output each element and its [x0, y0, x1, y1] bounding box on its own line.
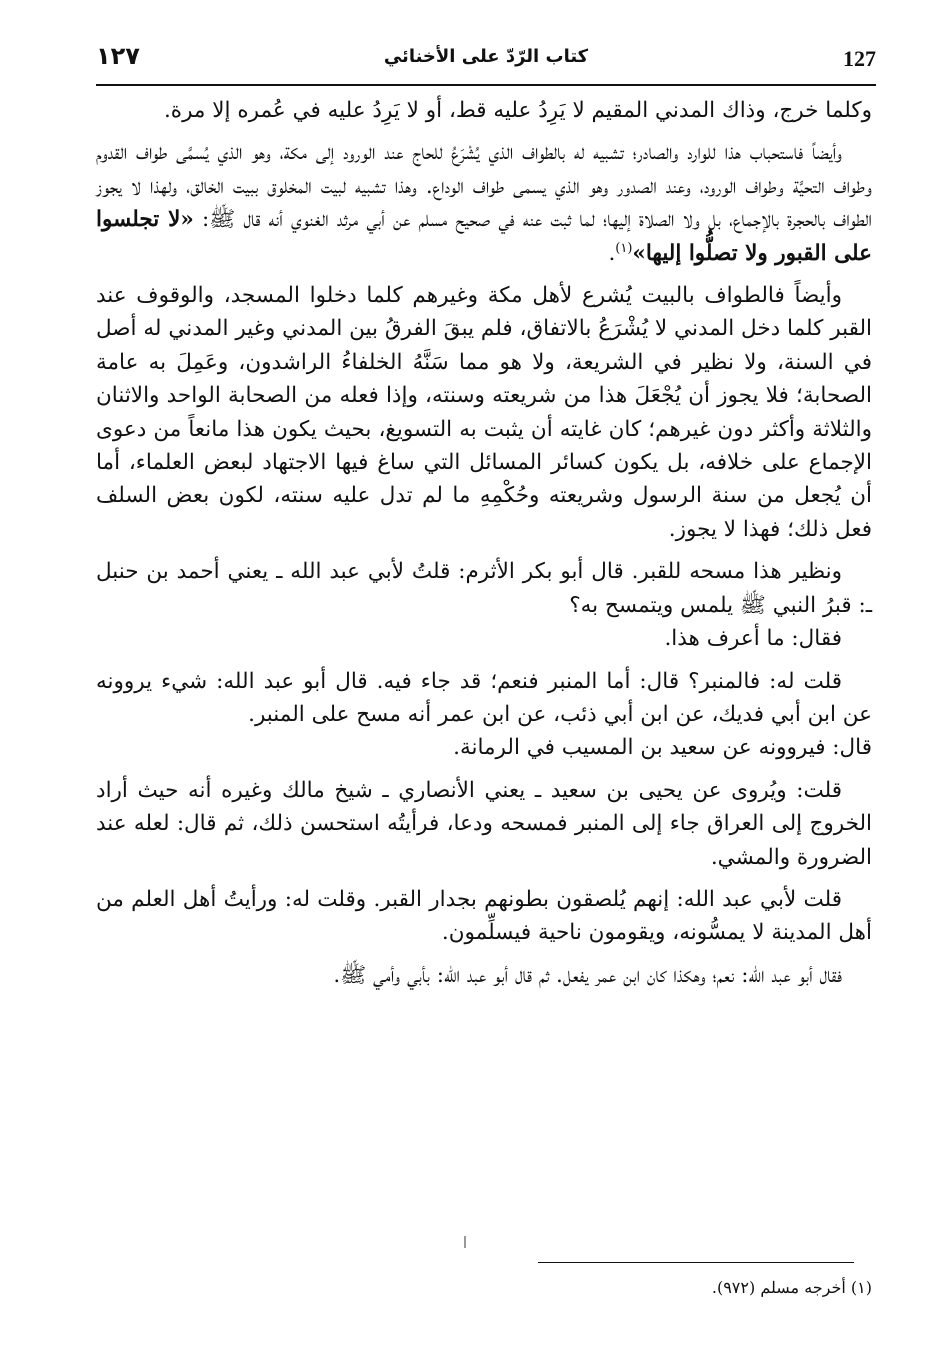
page-number-arabic: ١٢٧	[96, 42, 140, 70]
header-rule	[96, 84, 876, 86]
paragraph-6: قلت له: فالمنبر؟ قال: أما المنبر فنعم؛ قد جاء فيه. قال أبو عبد الله: شيء يروونه عن ابن أبي فديك، عن ابن أبي ذئب، عن ابن عمر أنه مسح على المنبر.	[96, 668, 872, 727]
paragraph-4: ونظير هذا مسحه للقبر. قال أبو بكر الأثرم: قلتُ لأبي عبد الله ـ يعني أحمد بن حنبل ـ: قبرُ النبي ﷺ يلمس ويتمسح به؟	[96, 559, 872, 618]
hadith-quote: «لا تجلسوا على القبور ولا تصلُّوا إليها»	[96, 207, 872, 266]
paragraph-3: وأيضاً فالطواف بالبيت يُشرع لأهل مكة وغيرهم كلما دخلوا المسجد، والوقوف عند القبر كلما دخل المدني لا يُشْرَعُ بالاتفاق، فلم يبقَ الفرقُ بين المدني وغير المدني له أصل في السنة، ولا نظير في الشريعة، ولا هو مما سَنَّهُ الخلفاءُ الراشدون، وعَمِلَ به عامة الصحابة؛ فلا يجوز أن يُجْعَلَ هذا من شريعته وسنته، وإذا فعله من الصحابة الواحد والاثنان والثلاثة وأكثر دون غيرهم؛ كان غايته أن يثبت به التسويغ، بحيث يكون هذا مانعاً من دعوى الإجماع على خلافه، بل يكون كسائر المسائل التي ساغ فيها الاجتهاد لبعض العلماء، أما أن يُجعل من سنة الرسول وشريعته وحُكْمِهِ ما لم تدل عليه سنته، لكون بعض السلف فعل ذلك؛ فهذا لا يجوز.	[96, 283, 872, 542]
paragraph-10: فقال أبو عبد الله: نعم؛ وهكذا كان ابن عمر يفعل. ثم قال أبو عبد الله: بأبي وأمي ﷺ.	[333, 962, 842, 988]
page-number-latin: 127	[843, 46, 876, 71]
paragraph-5: فقال: ما أعرف هذا.	[664, 626, 842, 652]
paragraph-2	[96, 136, 872, 270]
footnote-ref[interactable]: (١)	[615, 240, 633, 256]
paragraph-1: وكلما خرج، وذاك المدني المقيم لا يَرِدُ عليه قط، أو لا يَرِدُ عليه في عُمره إلا مرة.	[163, 98, 872, 123]
footnote-rule	[538, 1262, 854, 1263]
paragraph-2-tail: .	[608, 240, 616, 266]
print-speck	[464, 1236, 466, 1248]
footnote: (١) أخرجه مسلم (٩٧٢).	[711, 1278, 872, 1297]
running-title: كتاب الرّدّ على الأخنائي	[383, 46, 589, 67]
page-header	[96, 40, 876, 80]
paragraph-9: قلت لأبي عبد الله: إنهم يُلصقون بطونهم بجدار القبر. وقلت له: ورأيتُ أهل العلم من أهل المدينة لا يمسُّونه، ويقومون ناحية فيسلِّمون.	[96, 886, 872, 946]
paragraph-7: قال: فيروونه عن سعيد بن المسيب في الرمانة.	[453, 735, 872, 761]
main-text	[96, 94, 872, 992]
paragraph-2-text: وأيضاً فاستحباب هذا للوارد والصادر؛ تشبيه له بالطواف الذي يُشْرَعُ للحاج عند الورود إلى مكة، وهو الذي يُسمَّى طواف القدوم وطواف التحيَّة وطواف الورود، وعند الصدور وهو الذي يسمى طواف الوداع. وهذا تشبيه لبيت المخلوق ببيت الخالق، ولهذا لا يجوز الطواف بالحجرة بالإجماع، بل ولا الصلاة إليها؛ لما ثبت عنه في صحيح مسلم عن أبي مرثد الغنوي أنه قال ﷺ:	[96, 140, 872, 233]
paragraph-8: قلت: ويُروى عن يحيى بن سعيد ـ يعني الأنصاري ـ شيخ مالك وغيره أنه حيث أراد الخروج إلى العراق جاء إلى المنبر فمسحه ودعا، فرأيتُه استحسن ذلك، ثم قال: لعله عند الضرورة والمشي.	[96, 777, 872, 870]
